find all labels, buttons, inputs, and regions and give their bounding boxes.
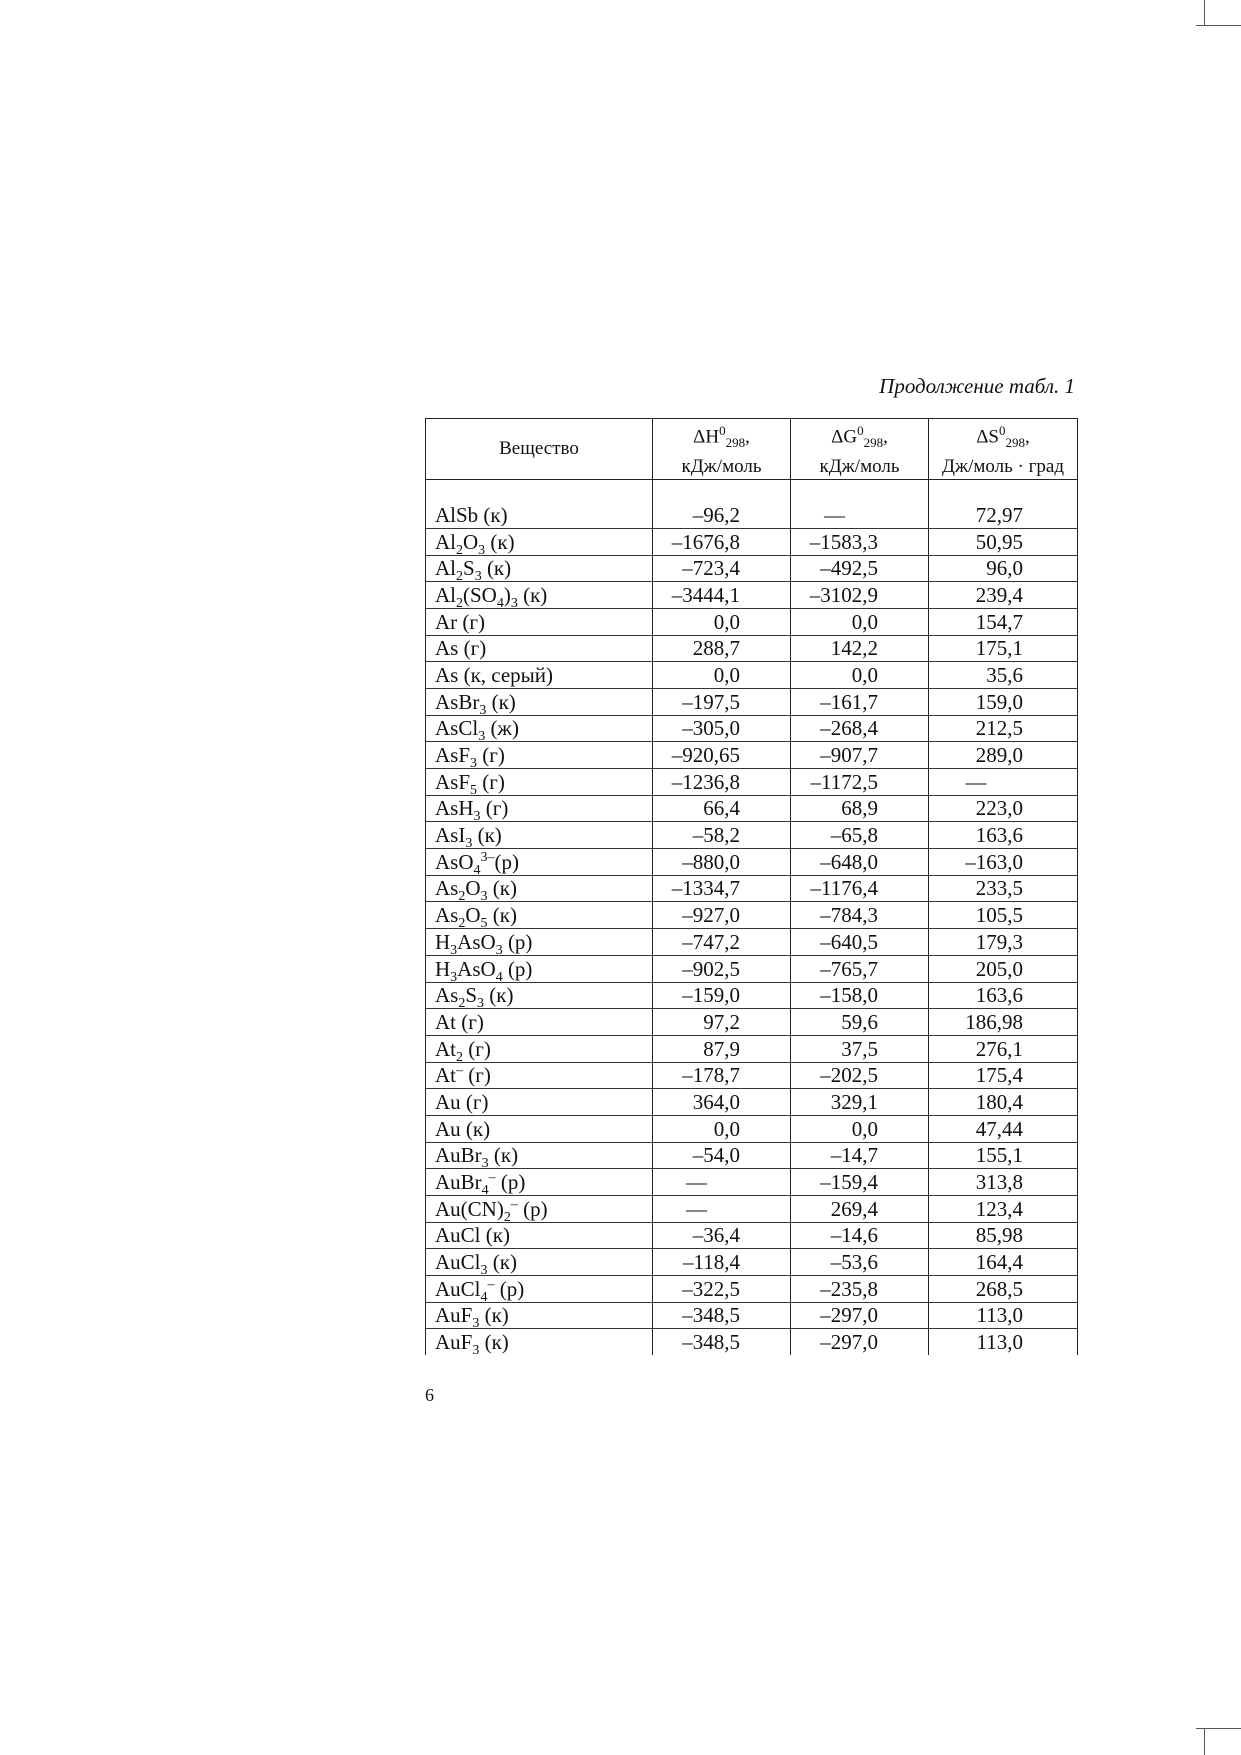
cell-enthalpy: — bbox=[653, 1196, 791, 1223]
formula-part: (к) bbox=[487, 876, 517, 901]
formula-part: AsO bbox=[457, 956, 496, 981]
cell-substance bbox=[426, 1222, 653, 1249]
formula-part: 3 bbox=[479, 702, 487, 718]
cell-gibbs: 0,0 bbox=[791, 662, 929, 689]
cell-gibbs: — bbox=[791, 502, 929, 528]
table-row bbox=[426, 795, 1078, 822]
cell-substance bbox=[426, 822, 653, 852]
cell-substance bbox=[426, 1142, 653, 1172]
header-gibbs-sup: 0 bbox=[857, 423, 864, 438]
cell-substance bbox=[426, 742, 653, 772]
cell-enthalpy: –920,65 bbox=[653, 742, 791, 769]
cell-substance bbox=[426, 1249, 653, 1279]
formula-part: (ж) bbox=[485, 716, 519, 741]
cell-gibbs: –53,6 bbox=[791, 1249, 929, 1276]
formula-part: (р) bbox=[494, 1276, 525, 1301]
formula-part: (г) bbox=[480, 796, 509, 821]
table-spacer-row bbox=[426, 480, 1078, 503]
formula-part: 4 bbox=[496, 596, 504, 612]
cell-entropy: 205,0 bbox=[929, 955, 1078, 982]
formula-part: 4 bbox=[473, 862, 481, 878]
header-enthalpy-symbol: ΔH bbox=[693, 426, 720, 448]
table-row bbox=[426, 1196, 1078, 1223]
formula-part: O bbox=[465, 876, 481, 901]
formula-part: As (г) bbox=[435, 636, 487, 661]
cell-enthalpy: 87,9 bbox=[653, 1035, 791, 1062]
page-number: 6 bbox=[425, 1385, 434, 1405]
cell-entropy: 175,4 bbox=[929, 1062, 1078, 1089]
formula-part: 2 bbox=[456, 569, 463, 585]
formula-part: As (к, серый) bbox=[435, 662, 554, 687]
cell-enthalpy: –305,0 bbox=[653, 715, 791, 742]
formula-part: 2 bbox=[456, 596, 463, 612]
cell-entropy: 35,6 bbox=[929, 662, 1078, 689]
cell-substance bbox=[426, 1302, 653, 1332]
formula-part: (к) bbox=[481, 556, 512, 581]
cell-substance bbox=[426, 502, 653, 528]
table-row bbox=[426, 1089, 1078, 1116]
cell-enthalpy: –118,4 bbox=[653, 1249, 791, 1276]
formula-part: 3 bbox=[480, 889, 488, 905]
table-row bbox=[426, 875, 1078, 902]
formula-part: (к) bbox=[484, 983, 514, 1008]
cell-entropy: 72,97 bbox=[929, 502, 1078, 528]
cell-entropy: 233,5 bbox=[929, 875, 1078, 902]
header-gibbs-unit: кДж/моль bbox=[819, 456, 900, 478]
table-row bbox=[426, 1035, 1078, 1062]
formula-part: (р) bbox=[502, 956, 533, 981]
table-row bbox=[426, 1009, 1078, 1036]
cell-substance bbox=[426, 1196, 653, 1223]
cell-entropy: 47,44 bbox=[929, 1115, 1078, 1142]
formula-part: 2 bbox=[503, 1209, 511, 1225]
cell-substance bbox=[426, 849, 653, 876]
cell-gibbs: 329,1 bbox=[791, 1089, 929, 1116]
cell-entropy: –163,0 bbox=[929, 849, 1078, 876]
cell-gibbs: –14,7 bbox=[791, 1142, 929, 1169]
formula-part: At (г) bbox=[435, 1009, 484, 1034]
formula-part: AuCl bbox=[435, 1276, 481, 1301]
cell-entropy: 180,4 bbox=[929, 1089, 1078, 1116]
table-row bbox=[426, 528, 1078, 555]
formula-part: 3 bbox=[510, 596, 518, 612]
formula-part: AuBr bbox=[435, 1170, 482, 1194]
formula-part: 3 bbox=[478, 729, 486, 745]
table-row bbox=[426, 849, 1078, 876]
cell-entropy: 155,1 bbox=[929, 1142, 1078, 1169]
formula-part: AuCl (к) bbox=[435, 1223, 510, 1248]
cell-substance bbox=[426, 1329, 653, 1359]
header-enthalpy-sub: 298 bbox=[725, 435, 746, 451]
cell-gibbs: –1583,3 bbox=[791, 528, 929, 555]
cell-enthalpy: 66,4 bbox=[653, 795, 791, 822]
table-row bbox=[426, 1062, 1078, 1089]
formula-part: 3 bbox=[472, 1316, 480, 1332]
formula-part: 3 bbox=[474, 569, 482, 585]
header-entropy-sup: 0 bbox=[999, 423, 1006, 438]
formula-part: 3 bbox=[477, 996, 485, 1012]
crop-mark-bottom-vertical bbox=[1204, 1728, 1205, 1755]
cell-entropy: 85,98 bbox=[929, 1222, 1078, 1249]
table-row bbox=[426, 688, 1078, 715]
formula-part: AlSb (к) bbox=[435, 502, 508, 527]
cell-gibbs: –235,8 bbox=[791, 1276, 929, 1303]
cell-entropy: 105,5 bbox=[929, 902, 1078, 929]
table-row bbox=[426, 1329, 1078, 1355]
table-row bbox=[426, 635, 1078, 662]
table-row bbox=[426, 582, 1078, 609]
cell-entropy: 276,1 bbox=[929, 1035, 1078, 1062]
table-caption: Продолжение табл. 1 bbox=[879, 374, 1075, 398]
crop-mark-top-horizontal bbox=[1196, 25, 1241, 26]
cell-gibbs: –907,7 bbox=[791, 742, 929, 769]
cell-enthalpy: 0,0 bbox=[653, 1115, 791, 1142]
cell-enthalpy: –348,5 bbox=[653, 1302, 791, 1329]
cell-substance bbox=[426, 1115, 653, 1142]
formula-part: (р) bbox=[494, 849, 520, 874]
formula-part: (р) bbox=[495, 1170, 526, 1194]
table-row bbox=[426, 769, 1078, 796]
table-row bbox=[426, 502, 1078, 528]
cell-substance bbox=[426, 1035, 653, 1065]
cell-entropy: 313,8 bbox=[929, 1169, 1078, 1196]
cell-enthalpy: 364,0 bbox=[653, 1089, 791, 1116]
cell-enthalpy: –58,2 bbox=[653, 822, 791, 849]
formula-part: AsF bbox=[435, 743, 471, 767]
cell-gibbs: –297,0 bbox=[791, 1329, 929, 1355]
cell-substance bbox=[426, 635, 653, 662]
cell-gibbs: –1172,5 bbox=[791, 769, 929, 796]
cell-entropy: 50,95 bbox=[929, 528, 1078, 555]
table-row bbox=[426, 742, 1078, 769]
formula-part: S bbox=[465, 983, 478, 1008]
formula-part: At bbox=[435, 1036, 456, 1061]
formula-part: Au(CN) bbox=[435, 1196, 504, 1221]
formula-part: 5 bbox=[480, 916, 488, 932]
cell-gibbs: –159,4 bbox=[791, 1169, 929, 1196]
cell-gibbs: –14,6 bbox=[791, 1222, 929, 1249]
formula-part: 3 bbox=[481, 1156, 489, 1172]
cell-entropy: 159,0 bbox=[929, 688, 1078, 715]
header-entropy: $\Delta S^0_{298}$, Дж/моль · град bbox=[929, 419, 1078, 480]
table-row bbox=[426, 822, 1078, 849]
formula-part: 3 bbox=[450, 969, 458, 985]
formula-part: Al bbox=[435, 529, 456, 554]
cell-enthalpy: 0,0 bbox=[653, 608, 791, 635]
formula-part: (SO bbox=[463, 582, 497, 607]
cell-gibbs: –492,5 bbox=[791, 555, 929, 582]
formula-part: AuF bbox=[435, 1303, 473, 1328]
cell-entropy: 164,4 bbox=[929, 1249, 1078, 1276]
cell-gibbs: –268,4 bbox=[791, 715, 929, 742]
cell-entropy: 154,7 bbox=[929, 608, 1078, 635]
formula-part: – bbox=[510, 1196, 518, 1212]
cell-enthalpy: –3444,1 bbox=[653, 582, 791, 609]
table-row bbox=[426, 715, 1078, 742]
formula-part: – bbox=[456, 1063, 463, 1079]
cell-substance bbox=[426, 1009, 653, 1036]
formula-part: Ar (г) bbox=[435, 609, 486, 634]
cell-enthalpy: –1334,7 bbox=[653, 875, 791, 902]
formula-part: AsBr bbox=[435, 689, 480, 714]
header-enthalpy-sup: 0 bbox=[719, 423, 726, 438]
formula-part: Al bbox=[435, 582, 456, 607]
cell-substance bbox=[426, 1276, 653, 1303]
cell-enthalpy: 288,7 bbox=[653, 635, 791, 662]
table-row bbox=[426, 1276, 1078, 1303]
formula-part: 3 bbox=[472, 1343, 480, 1359]
formula-part: ) bbox=[503, 582, 511, 607]
cell-enthalpy: –36,4 bbox=[653, 1222, 791, 1249]
cell-entropy: 123,4 bbox=[929, 1196, 1078, 1223]
cell-substance bbox=[426, 555, 653, 585]
formula-part: AuBr bbox=[435, 1143, 482, 1168]
cell-enthalpy: –1236,8 bbox=[653, 769, 791, 796]
formula-part: H bbox=[435, 956, 451, 981]
formula-part: (к) bbox=[487, 1250, 517, 1275]
formula-part: 3 bbox=[478, 542, 486, 558]
cell-gibbs: –161,7 bbox=[791, 688, 929, 715]
cell-substance bbox=[426, 528, 653, 558]
formula-part: 3 bbox=[495, 943, 503, 958]
header-gibbs: $\Delta G^0_{298}$, кДж/моль bbox=[791, 419, 929, 480]
formula-part: (к) bbox=[485, 529, 515, 554]
formula-part: 3 bbox=[480, 1263, 488, 1279]
cell-entropy: 223,0 bbox=[929, 795, 1078, 822]
table-row bbox=[426, 982, 1078, 1009]
cell-entropy: 239,4 bbox=[929, 582, 1078, 609]
formula-part: 4 bbox=[481, 1183, 489, 1199]
formula-part: 3 bbox=[450, 943, 458, 958]
cell-entropy: 268,5 bbox=[929, 1276, 1078, 1303]
formula-part: – bbox=[488, 1170, 496, 1185]
cell-entropy: 175,1 bbox=[929, 635, 1078, 662]
cell-enthalpy: 0,0 bbox=[653, 662, 791, 689]
table-row bbox=[426, 1169, 1078, 1196]
formula-part: AsF bbox=[435, 769, 471, 794]
thermodynamic-table bbox=[425, 418, 1078, 1359]
cell-substance bbox=[426, 1169, 653, 1199]
formula-part: As bbox=[435, 903, 459, 928]
formula-part: AuF bbox=[435, 1330, 473, 1355]
cell-gibbs: –3102,9 bbox=[791, 582, 929, 609]
header-entropy-unit: Дж/моль · град bbox=[941, 456, 1064, 478]
formula-part: O bbox=[465, 903, 481, 928]
header-entropy-symbol: ΔS bbox=[976, 426, 1000, 448]
crop-mark-bottom-horizontal bbox=[1196, 1728, 1241, 1729]
cell-enthalpy: –348,5 bbox=[653, 1329, 791, 1355]
formula-part: AsH bbox=[435, 796, 474, 821]
cell-gibbs: 37,5 bbox=[791, 1035, 929, 1062]
cell-substance bbox=[426, 582, 653, 612]
formula-part: AsO bbox=[435, 849, 474, 874]
cell-entropy: 113,0 bbox=[929, 1302, 1078, 1329]
cell-substance bbox=[426, 688, 653, 718]
table-row bbox=[426, 1249, 1078, 1276]
formula-part: (г) bbox=[463, 1036, 491, 1061]
formula-part: – bbox=[487, 1276, 495, 1292]
table-row bbox=[426, 929, 1078, 956]
cell-enthalpy: –54,0 bbox=[653, 1142, 791, 1169]
formula-part: AuCl bbox=[435, 1250, 481, 1275]
table-row bbox=[426, 1222, 1078, 1249]
formula-part: 3 bbox=[465, 836, 473, 852]
crop-mark-top-vertical bbox=[1204, 0, 1205, 26]
header-enthalpy-unit: кДж/моль bbox=[681, 456, 762, 478]
cell-gibbs: –202,5 bbox=[791, 1062, 929, 1089]
formula-part: As bbox=[435, 983, 459, 1008]
cell-entropy: — bbox=[929, 769, 1078, 796]
formula-part: As bbox=[435, 876, 459, 901]
table-row bbox=[426, 608, 1078, 635]
formula-part: 4 bbox=[480, 1289, 488, 1305]
formula-part: (р) bbox=[502, 929, 533, 954]
cell-enthalpy: –902,5 bbox=[653, 955, 791, 982]
cell-entropy: 289,0 bbox=[929, 742, 1078, 769]
cell-substance bbox=[426, 955, 653, 985]
cell-enthalpy: –747,2 bbox=[653, 929, 791, 956]
cell-substance bbox=[426, 1062, 653, 1089]
formula-part: (к) bbox=[472, 823, 502, 848]
table-row bbox=[426, 955, 1078, 982]
header-gibbs-sub: 298 bbox=[863, 435, 884, 451]
cell-substance bbox=[426, 875, 653, 905]
formula-part: H bbox=[435, 929, 451, 954]
cell-substance bbox=[426, 902, 653, 932]
formula-part: 3 bbox=[473, 809, 481, 825]
cell-gibbs: 59,6 bbox=[791, 1009, 929, 1036]
formula-part: (к) bbox=[479, 1330, 509, 1355]
cell-entropy: 163,6 bbox=[929, 822, 1078, 849]
formula-part: 5 bbox=[470, 782, 478, 798]
formula-part: (к) bbox=[517, 582, 548, 607]
formula-part: Au (г) bbox=[435, 1089, 489, 1114]
cell-enthalpy: –1676,8 bbox=[653, 528, 791, 555]
cell-enthalpy: –197,5 bbox=[653, 688, 791, 715]
header-entropy-sub: 298 bbox=[1005, 435, 1026, 451]
table-row bbox=[426, 1142, 1078, 1169]
formula-part: (р) bbox=[517, 1196, 548, 1221]
formula-part: 2 bbox=[458, 996, 466, 1012]
formula-part: 2 bbox=[456, 1049, 463, 1065]
cell-enthalpy: –159,0 bbox=[653, 982, 791, 1009]
table-body bbox=[426, 480, 1078, 1359]
formula-part: 4 bbox=[495, 969, 503, 985]
formula-part: 2 bbox=[456, 542, 463, 558]
cell-gibbs: 269,4 bbox=[791, 1196, 929, 1223]
cell-entropy: 212,5 bbox=[929, 715, 1078, 742]
formula-part: AsI bbox=[435, 823, 466, 848]
cell-substance bbox=[426, 929, 653, 956]
cell-substance bbox=[426, 769, 653, 796]
cell-substance bbox=[426, 1089, 653, 1116]
cell-gibbs: –648,0 bbox=[791, 849, 929, 876]
table-row bbox=[426, 555, 1078, 582]
cell-gibbs: 0,0 bbox=[791, 1115, 929, 1142]
formula-part: 3 bbox=[470, 756, 478, 772]
cell-enthalpy: –96,2 bbox=[653, 502, 791, 528]
cell-gibbs: –1176,4 bbox=[791, 875, 929, 902]
cell-gibbs: –158,0 bbox=[791, 982, 929, 1009]
cell-entropy: 96,0 bbox=[929, 555, 1078, 582]
header-gibbs-symbol: ΔG bbox=[831, 426, 858, 448]
cell-entropy: 113,0 bbox=[929, 1329, 1078, 1355]
formula-part: O bbox=[463, 529, 479, 554]
cell-enthalpy: –178,7 bbox=[653, 1062, 791, 1089]
formula-part: 3– bbox=[480, 849, 495, 865]
formula-part: Al bbox=[435, 556, 456, 581]
formula-part: AsCl bbox=[435, 716, 479, 741]
header-substance: Вещество bbox=[426, 419, 653, 480]
formula-part: 2 bbox=[458, 889, 466, 905]
table-row bbox=[426, 1302, 1078, 1329]
table-header-row bbox=[426, 419, 1078, 480]
formula-part: AsO bbox=[457, 929, 496, 954]
cell-entropy: 186,98 bbox=[929, 1009, 1078, 1036]
formula-part: (к) bbox=[486, 689, 516, 714]
table-row bbox=[426, 902, 1078, 929]
cell-entropy: 179,3 bbox=[929, 929, 1078, 956]
cell-gibbs: 0,0 bbox=[791, 608, 929, 635]
formula-part: 2 bbox=[458, 916, 466, 932]
cell-enthalpy: –723,4 bbox=[653, 555, 791, 582]
formula-part: (г) bbox=[463, 1063, 491, 1088]
cell-entropy: 163,6 bbox=[929, 982, 1078, 1009]
cell-gibbs: –65,8 bbox=[791, 822, 929, 849]
cell-gibbs: –640,5 bbox=[791, 929, 929, 956]
cell-enthalpy: — bbox=[653, 1169, 791, 1196]
cell-gibbs: –765,7 bbox=[791, 955, 929, 982]
formula-part: Au (к) bbox=[435, 1116, 491, 1141]
cell-substance bbox=[426, 715, 653, 745]
header-enthalpy: $\Delta H^0_{298}$, кДж/моль bbox=[653, 419, 791, 480]
cell-gibbs: –297,0 bbox=[791, 1302, 929, 1329]
cell-gibbs: –784,3 bbox=[791, 902, 929, 929]
cell-enthalpy: 97,2 bbox=[653, 1009, 791, 1036]
formula-part: (к) bbox=[487, 903, 517, 928]
formula-part: At bbox=[435, 1063, 456, 1088]
formula-part: (г) bbox=[477, 769, 505, 794]
cell-gibbs: 68,9 bbox=[791, 795, 929, 822]
cell-substance bbox=[426, 662, 653, 689]
formula-part: (к) bbox=[479, 1303, 509, 1328]
cell-enthalpy: –880,0 bbox=[653, 849, 791, 876]
cell-substance bbox=[426, 608, 653, 635]
table-row bbox=[426, 662, 1078, 689]
cell-substance bbox=[426, 795, 653, 825]
cell-enthalpy: –927,0 bbox=[653, 902, 791, 929]
formula-part: (к) bbox=[488, 1143, 519, 1168]
cell-substance bbox=[426, 982, 653, 1012]
table-row bbox=[426, 1115, 1078, 1142]
cell-enthalpy: –322,5 bbox=[653, 1276, 791, 1303]
formula-part: (г) bbox=[477, 743, 505, 767]
cell-gibbs: 142,2 bbox=[791, 635, 929, 662]
formula-part: S bbox=[463, 556, 475, 581]
